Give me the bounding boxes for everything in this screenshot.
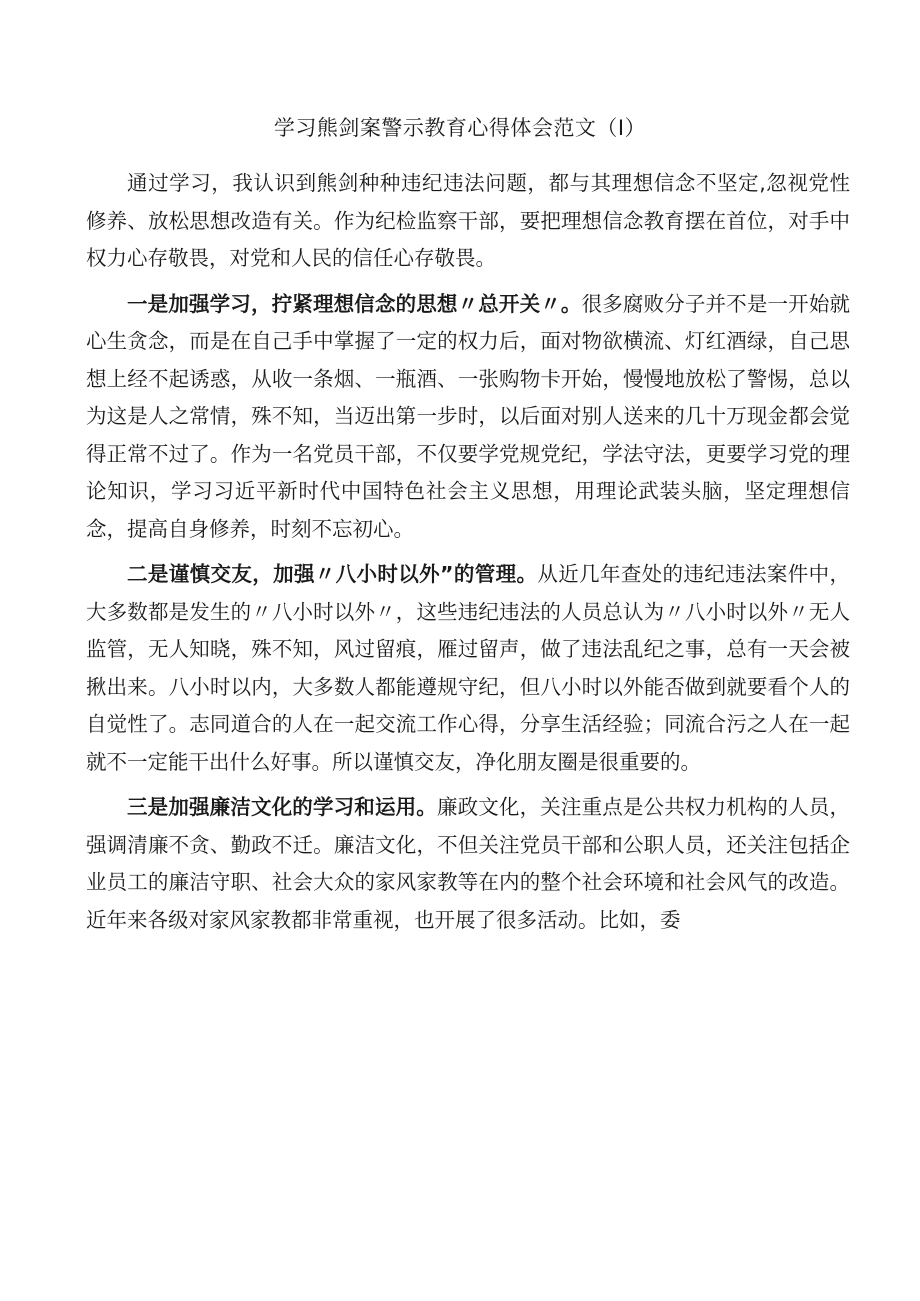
paragraph-point-two-heading: 二是谨慎交友，加强〃八小时以外”的管理。 — [127, 562, 538, 586]
document-title: 学习熊剑案警示教育心得体会范文（I） — [273, 116, 647, 140]
paragraph-point-one-text: 很多腐败分子并不是一开始就心生贪念，而是在自己手中掌握了一定的权力后，面对物欲横流、灯红酒绿，自己思想上经不起诱惑，从收一条烟、一瓶酒、一张购物卡开始，慢慢地放松了警惕，总以为这是人之常情，殊不知，当迈出第一步时，以后面对别人送来的几十万现金都会觉得正常不过了。作为一名党员干部，不仅要学党规党纪，学法守法，更要学习党的理论知识，学习习近平新时代中国特色社会主义思想，用理论武装头脑，坚定理想信念，提高自身修养，时刻不忘初心。 — [86, 291, 851, 541]
paragraph-point-three — [86, 789, 850, 939]
paragraph-point-one — [86, 286, 850, 549]
paragraph-point-two-text: 从近几年查处的违纪违法案件中，大多数都是发生的〃八小时以外〃，这些违纪违法的人员总认为〃八小时以外〃无人监管，无人知晓，殊不知，风过留痕，雁过留声，做了违法乱纪之事，总有一天会被揪出来。八小时以内，大多数人都能遵规守纪，但八小时以外能否做到就要看个人的自觉性了。志同道合的人在一起交流工作心得，分享生活经验；同流合污之人在一起就不一定能干出什么好事。所以谨慎交友，净化朋友圈是很重要的。 — [86, 562, 850, 774]
paragraph-point-three-heading: 三是加强廉洁文化的学习和运用。 — [127, 795, 437, 819]
paragraph-point-three-text: 廉政文化，关注重点是公共权力机构的人员，强调清廉不贪、勤政不迁。廉洁文化，不但关注党员干部和公职人员，还关注包括企业员工的廉洁守职、社会大众的家风家教等在内的整个社会环境和社会风气的改造。近年来各级对家风家教都非常重视，也开展了很多活动。比如，委 — [86, 795, 851, 932]
paragraph-point-two — [86, 556, 850, 781]
document-body — [86, 165, 850, 939]
paragraph-point-one-heading: 一是加强学习，拧紧理想信念的思想〃总开关〃。 — [127, 291, 582, 316]
paragraph-intro — [86, 165, 850, 278]
paragraph-intro-text: 通过学习，我认识到熊剑种种违纪违法问题，都与其理想信念不坚定,忽视党性修养、放松思想改造有关。作为纪检监察干部，要把理想信念教育摆在首位，对手中权力心存敬畏，对党和人民的信任心存敬畏。 — [86, 171, 850, 270]
